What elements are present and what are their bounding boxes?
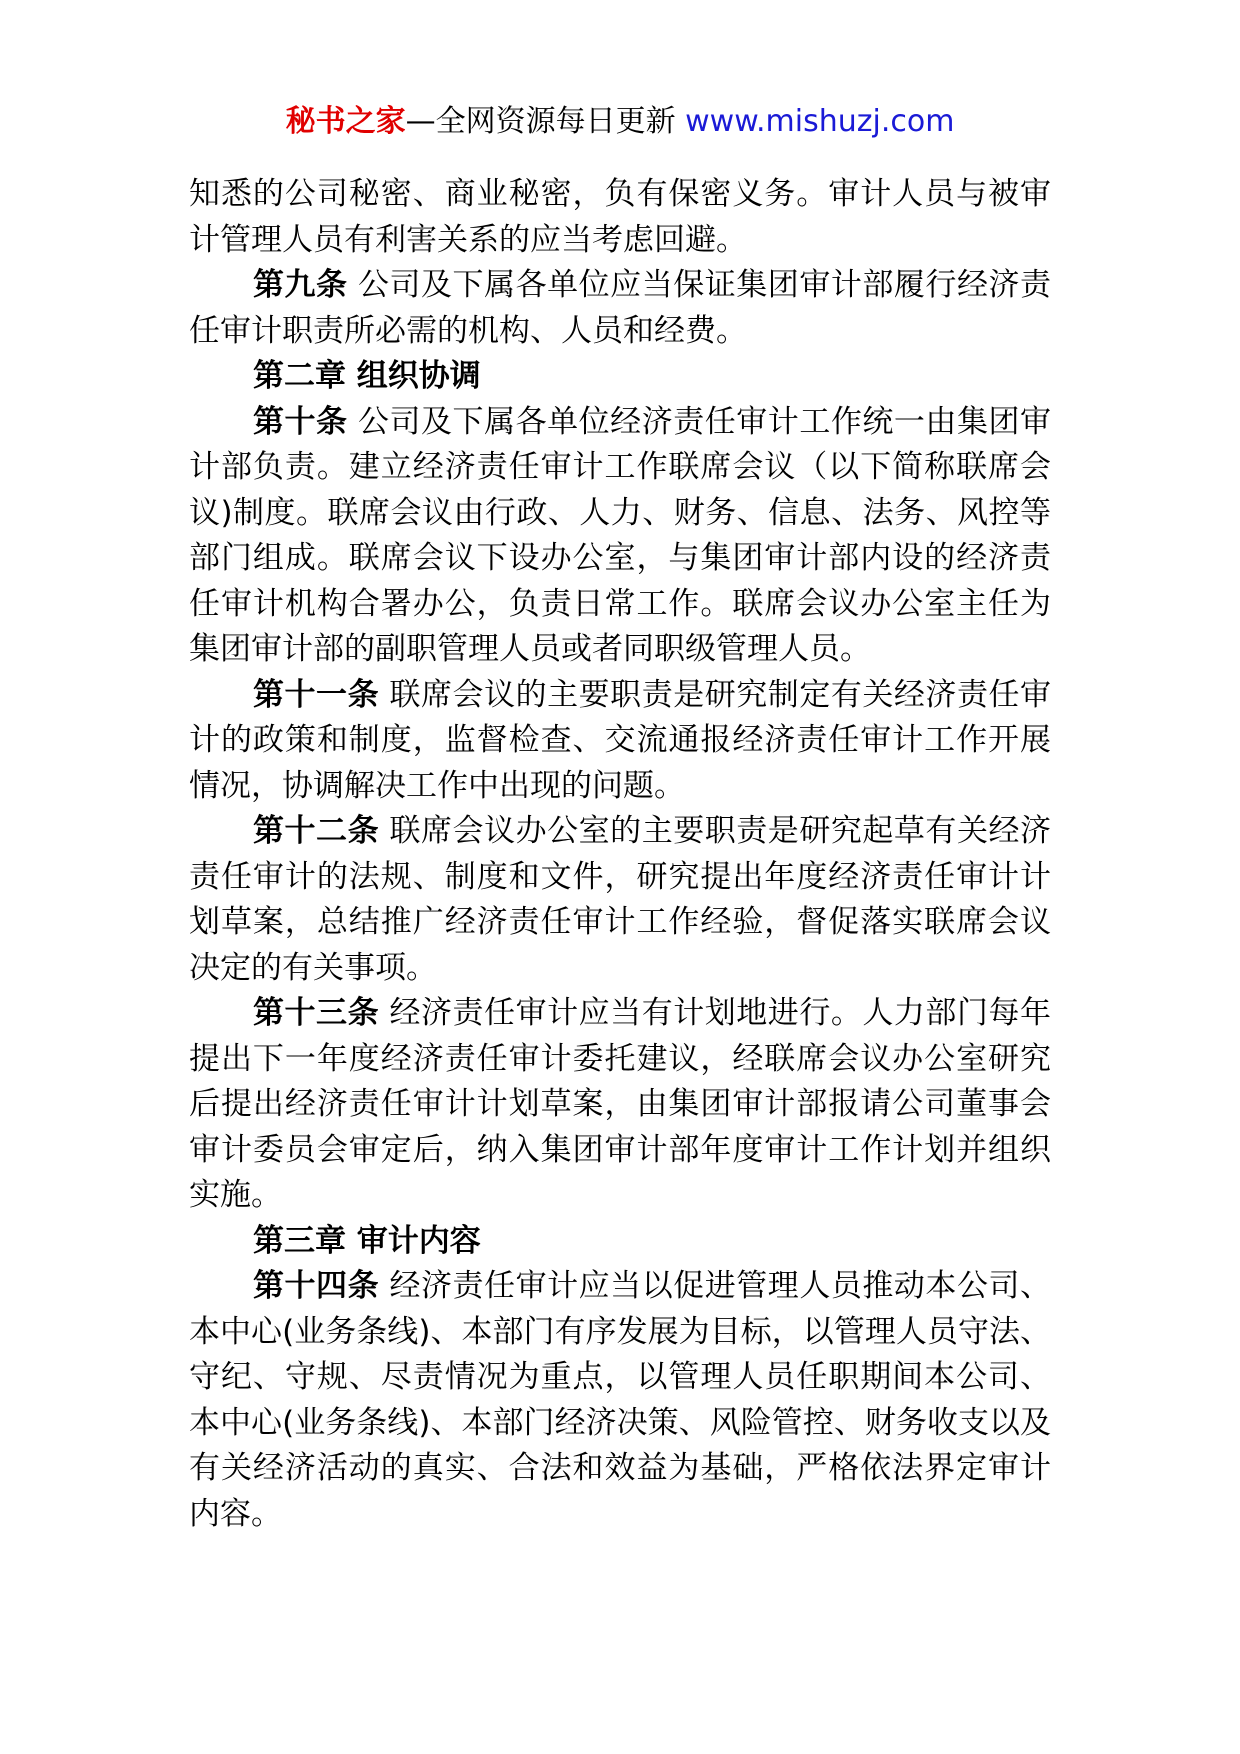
paragraph-continuation [189,172,1051,263]
article-number: 第九条 [253,267,348,303]
article-number: 第十二条 [253,813,380,849]
article-12 [189,809,1051,991]
document-body [189,172,1051,1537]
article-13 [189,991,1051,1219]
article-text: 联席会议办公室的主要职责是研究起草有关经济责任审计的法规、制度和文件，研究提出年度经济责任审计计划草案，总结推广经济责任审计工作经验，督促落实联席会议决定的有关事项。 [189,813,1052,986]
site-url-link[interactable]: www.mishuzj.com [685,104,955,139]
paragraph-text: 知悉的公司秘密、商业秘密，负有保密义务。审计人员与被审计管理人员有利害关系的应当考虑回避。 [189,176,1051,258]
site-slogan: —全网资源每日更新 [405,104,676,139]
article-11 [189,673,1051,810]
article-number: 第十条 [253,403,348,440]
article-number: 第十四条 [253,1268,380,1304]
site-brand: 秘书之家 [285,104,406,139]
chapter-heading-3: 第三章 审计内容 [253,1222,481,1259]
article-9 [189,263,1051,354]
site-header [0,102,1240,142]
article-number: 第十三条 [253,995,380,1031]
article-text: 经济责任审计应当以促进管理人员推动本公司、本中心(业务条线)、本部门有序发展为目标，以管理人员守法、守纪、守规、尽责情况为重点，以管理人员任职期间本公司、本中心(业务条线)、本部门经济决策、风险管控、财务收支以及有关经济活动的真实、合法和效益为基础，严格依法界定审计内容。 [189,1268,1052,1532]
article-text: 经济责任审计应当有计划地进行。人力部门每年提出下一年度经济责任审计委托建议，经联席会议办公室研究后提出经济责任审计计划草案，由集团审计部报请公司董事会审计委员会审定后，纳入集团审计部年度审计工作计划并组织实施。 [189,995,1052,1213]
article-text: 公司及下属各单位应当保证集团审计部履行经济责任审计职责所必需的机构、人员和经费。 [189,267,1052,349]
article-text: 联席会议的主要职责是研究制定有关经济责任审计的政策和制度，监督检查、交流通报经济责任审计工作开展情况，协调解决工作中出现的问题。 [189,676,1052,804]
article-number: 第十一条 [253,676,380,713]
article-10 [189,400,1051,673]
chapter-heading-2: 第二章 组织协调 [253,358,481,394]
article-text: 公司及下属各单位经济责任审计工作统一由集团审计部负责。建立经济责任审计工作联席会议（以下简称联席会议)制度。联席会议由行政、人力、财务、信息、法务、风控等部门组成。联席会议下设办公室，与集团审计部内设的经济责任审计机构合署办公，负责日常工作。联席会议办公室主任为集团审计部的副职管理人员或者同职级管理人员。 [189,403,1052,667]
article-14 [189,1264,1051,1537]
